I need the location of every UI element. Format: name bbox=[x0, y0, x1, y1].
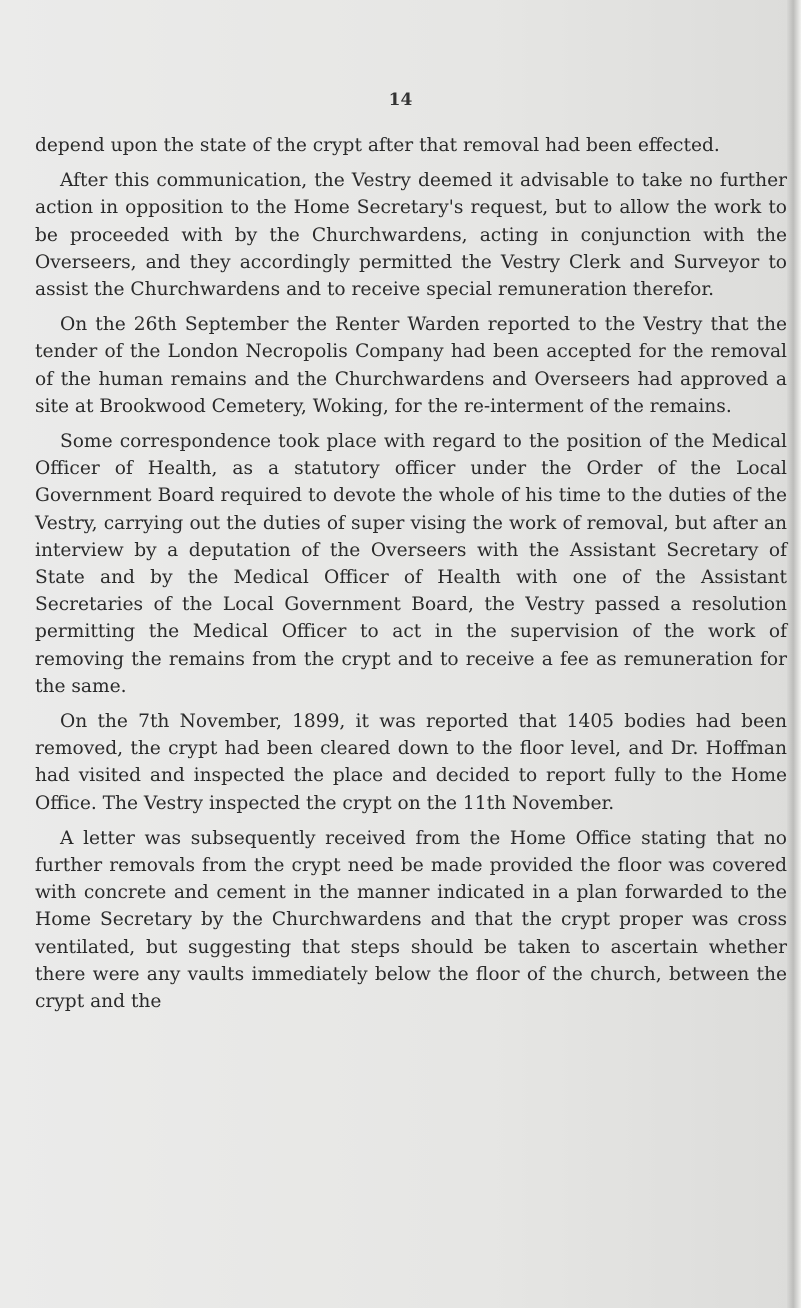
paragraph-renter-warden: On the 26th September the Renter Warden reported to the Vestry that the tender of the London Necropolis Company had been accepted for the removal of the human remains and the Churchwardens and Overseers had approved a site at Brookwood Cemetery, Woking, for the re-interment of the remains. bbox=[35, 314, 787, 417]
paragraph-bodies-removed: On the 7th November, 1899, it was reported that 1405 bodies had been removed, the crypt had been cleared down to the floor level, and Dr. Hoffman had visited and inspected the place and decided to report fully to the Home Office. The Vestry inspected the crypt on the 11th November. bbox=[35, 711, 787, 814]
paragraph-medical-officer: Some correspondence took place with regard to the position of the Medical Officer of Health, as a statutory officer under the Order of the Local Government Board required to devote the whole of his time to the duties of the Vestry, carrying out the duties of super vising the work of removal, but after an interview by a deputation of the Overseers with the Assistant Secretary of State and by the Medical Officer of Health with one of the Assistant Secretaries of the Local Government Board, the Vestry passed a resolution permitting the Medical Officer to act in the supervision of the work of removing the remains from the crypt and to receive a fee as remuneration for the same. bbox=[35, 431, 787, 697]
page-edge bbox=[787, 0, 801, 1308]
body-text bbox=[35, 132, 787, 1023]
paragraph-home-office-letter: A letter was subsequently received from the Home Office stating that no further removals from the crypt need be made provided the floor was covered with concrete and cement in the manner indicated in a plan forwarded to the Home Secretary by the Churchwardens and that the crypt proper was cross ventilated, but suggesting that steps should be taken to ascertain whether there were any vaults immediately below the floor of the church, between the crypt and the bbox=[35, 827, 787, 1013]
page-number: 14 bbox=[388, 90, 413, 110]
paragraph-continuation: depend upon the state of the crypt after that removal had been effected. bbox=[35, 135, 720, 156]
paragraph-vestry-decision: After this communication, the Vestry deemed it advisable to take no further action in opposition to the Home Secretary's request, but to allow the work to be proceeded with by the Churchwardens, acting in conjunction with the Overseers, and they accordingly permitted the Vestry Clerk and Surveyor to assist the Churchwardens and to receive special remuneration therefor. bbox=[35, 170, 787, 301]
